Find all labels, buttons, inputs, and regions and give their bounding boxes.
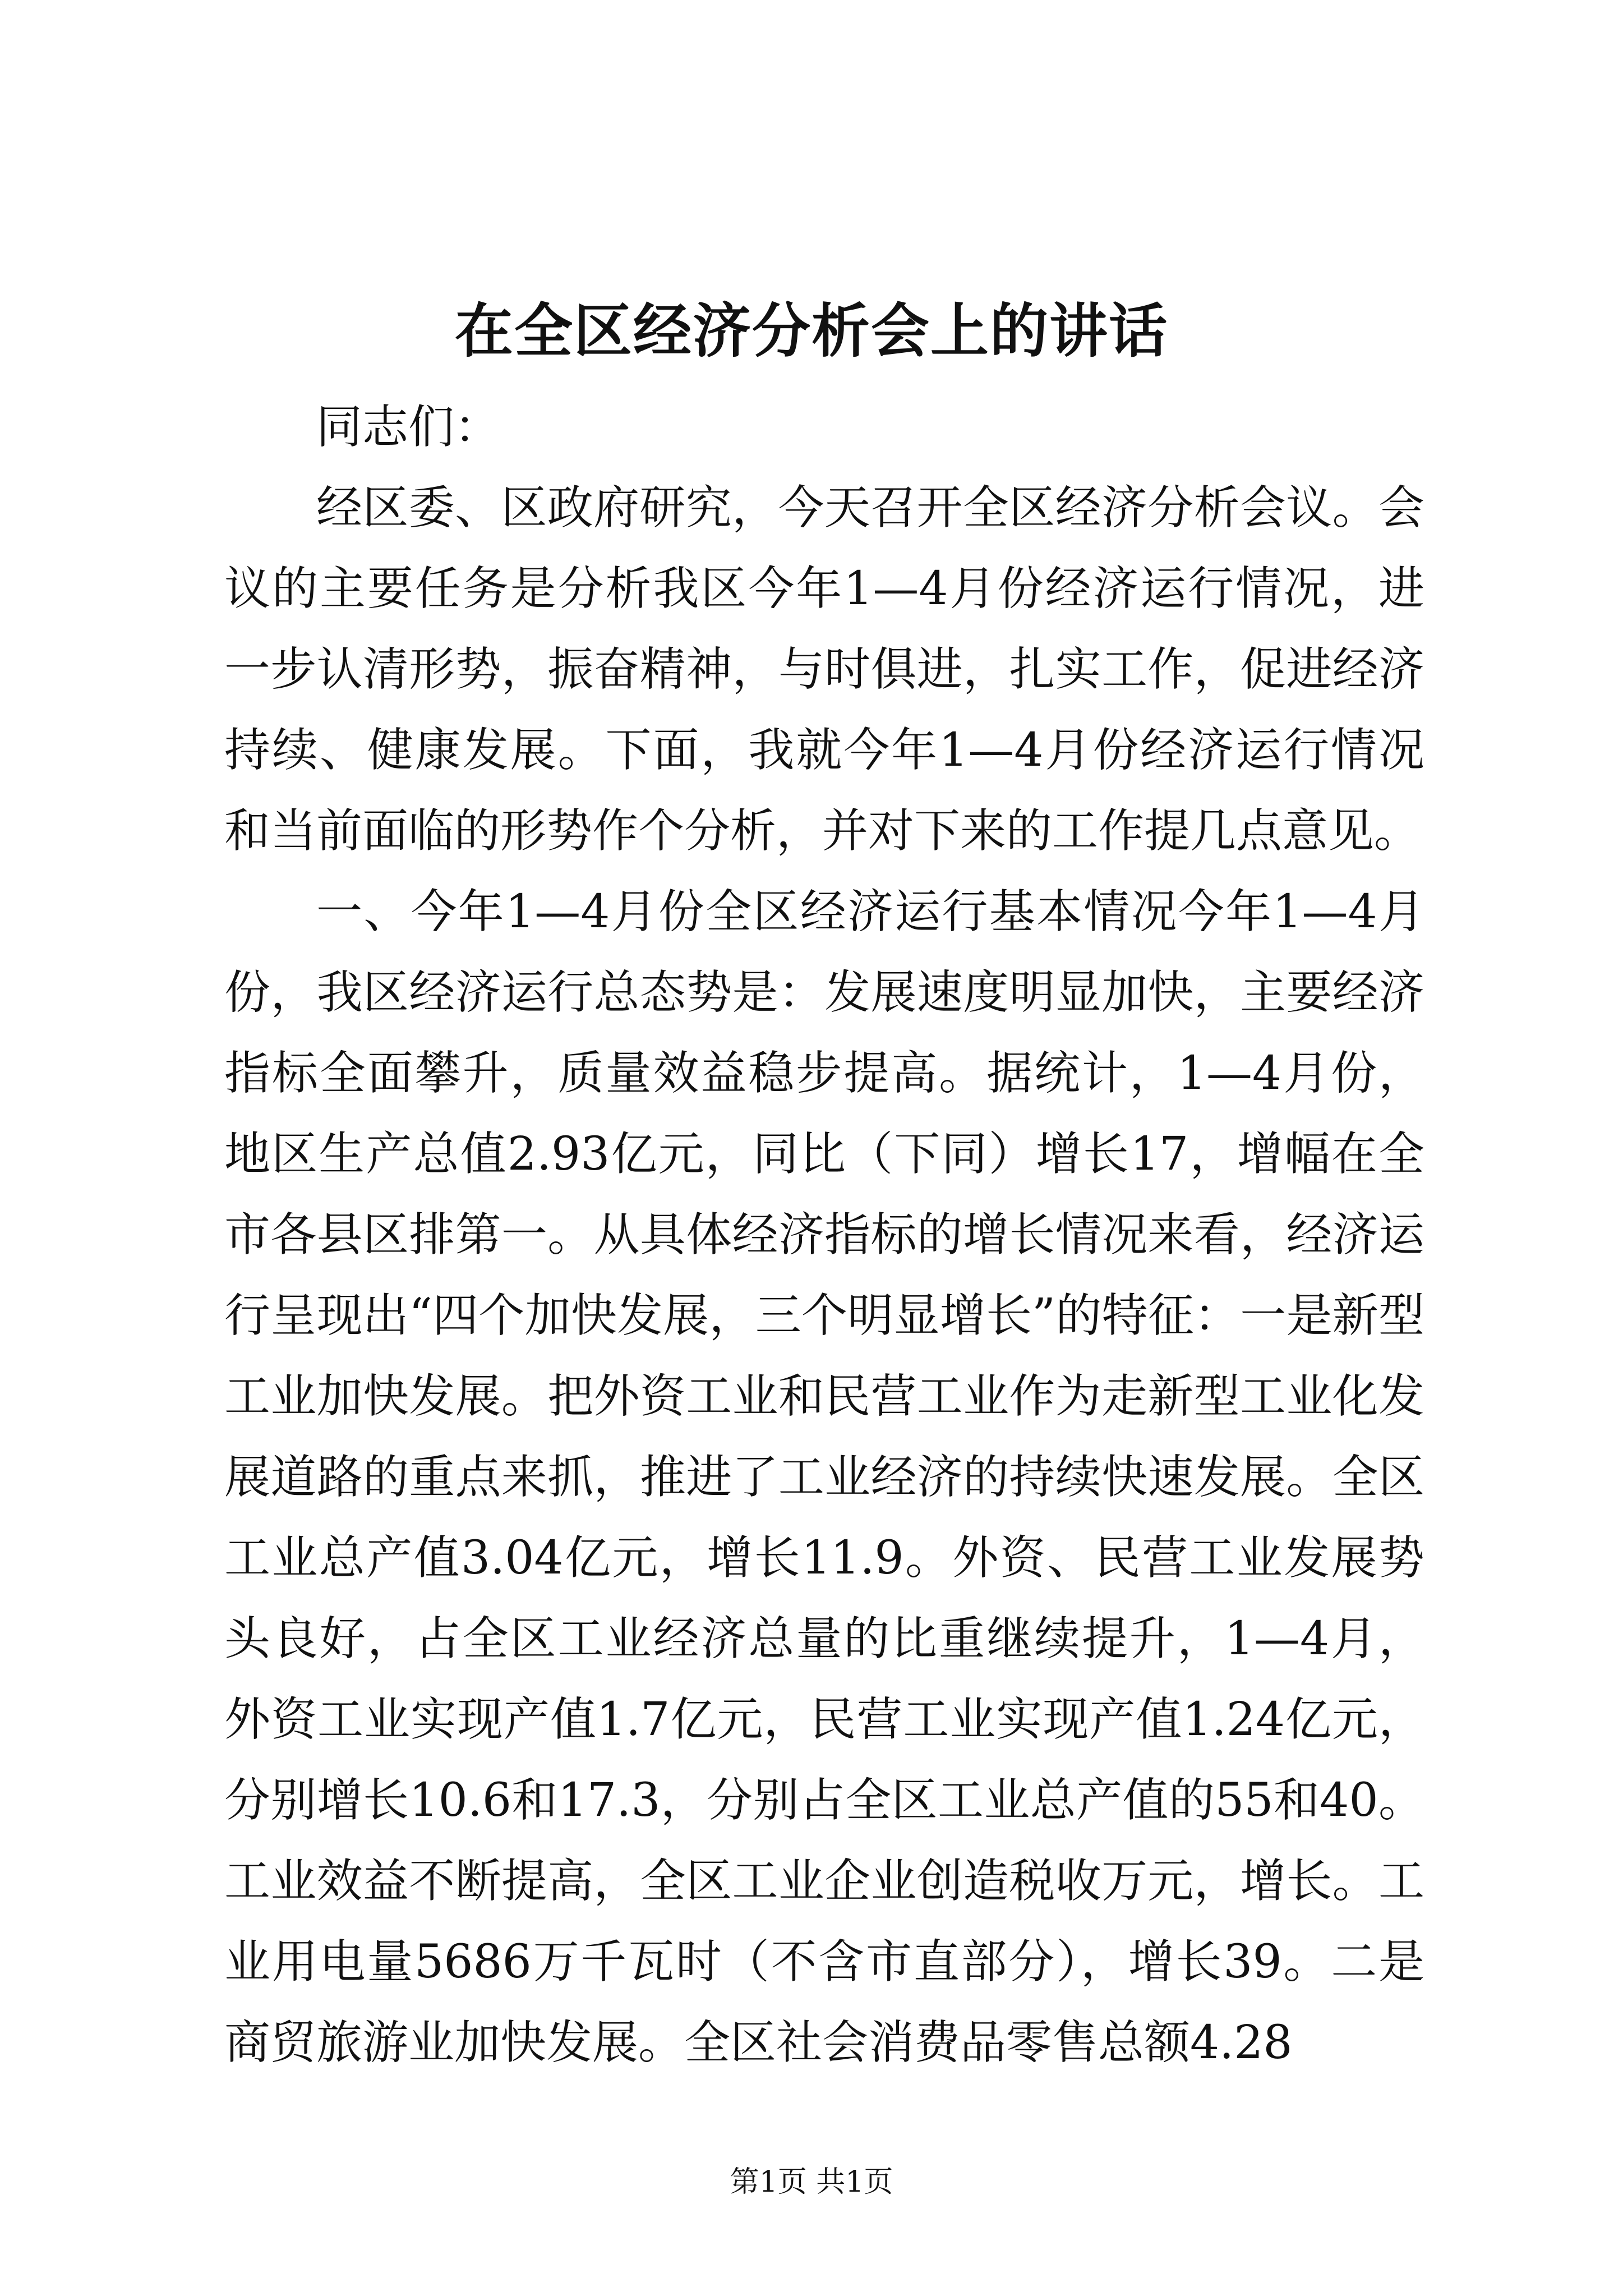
salutation-paragraph: 同志们： [316,401,501,454]
document-body [224,387,1424,2083]
document-title: 在全区经济分析会上的讲话 [454,296,1168,365]
page-footer: 第1页 共1页 [730,2165,893,2199]
section-one-paragraph: 一、今年1—4月份全区经济运行基本情况今年1—4月份，我区经济运行总态势是：发展速度明显加快，主要经济指标全面攀升，质量效益稳步提高。据统计，1—4月份，地区生产总值2.93亿元，同比（下同）增长17，增幅在全市各县区排第一。从具体经济指标的增长情况来看，经济运行呈现出“四个加快发展，三个明显增长”的特征：一是新型工业加快发展。把外资工业和民营工业作为走新型工业化发展道路的重点来抓，推进了工业经济的持续快速发展。全区工业总产值3.04亿元，增长11.9。外资、民营工业发展势头良好，占全区工业经济总量的比重继续提升，1—4月，外资工业实现产值1.7亿元，民营工业实现产值1.24亿元，分别增长10.6和17.3，分别占全区工业总产值的55和40。工业效益不断提高，全区工业企业创造税收万元，增长。工业用电量5686万千瓦时（不含市直部分），增长39。二是商贸旅游业加快发展。全区社会消费品零售总额4.28 [224,885,1424,2069]
intro-paragraph: 经区委、区政府研究，今天召开全区经济分析会议。会议的主要任务是分析我区今年1—4月份经济运行情况，进一步认清形势，振奋精神，与时俱进，扎实工作，促进经济持续、健康发展。下面，我就今年1—4月份经济运行情况和当前面临的形势作个分析，并对下来的工作提几点意见。 [224,481,1424,858]
